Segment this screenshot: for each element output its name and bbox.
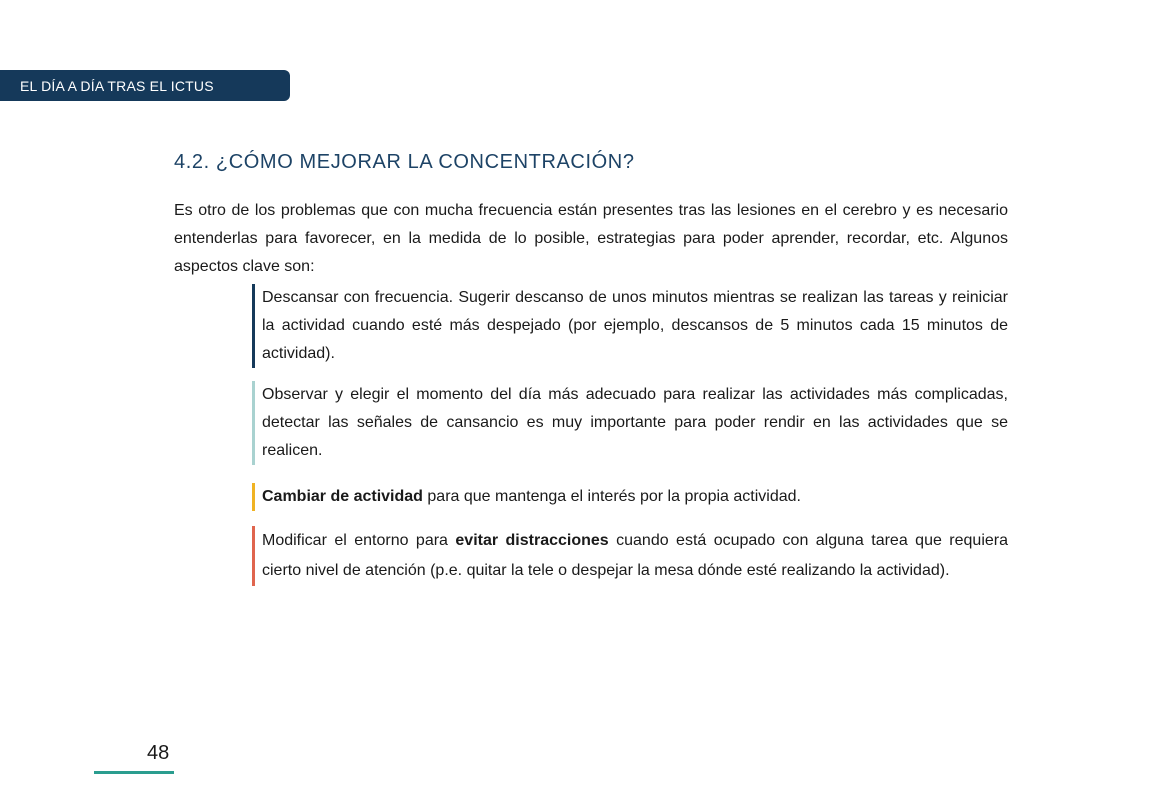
page-number: 48 — [147, 742, 170, 764]
key-point-rest-text: para que mantenga el interés por la propia actividad. — [422, 488, 801, 505]
key-point-text: Observar y elegir el momento del día más adecuado para realizar las actividades más complicadas, detectar las señales de cansancio es muy importante para poder rendir en las actividades que se realicen. — [262, 386, 1008, 459]
key-point-text — [262, 526, 1008, 586]
key-point-timing — [252, 381, 1008, 465]
key-point-after-text: cuando está ocupado con alguna tarea que requiera cierto nivel de atención (p.e. quitar la tele o despejar la mesa dónde esté realizando la actividad). — [262, 532, 1008, 579]
page-number-underline — [94, 771, 174, 774]
key-point-bold: Cambiar de actividad — [262, 488, 423, 505]
key-point-environment — [252, 526, 1008, 586]
key-point-text: Descansar con frecuencia. Sugerir descanso de unos minutos mientras se realizan las tareas y reiniciar la actividad cuando esté más despejado (por ejemplo, descansos de 5 minutos cada 15 minutos de actividad). — [262, 289, 1008, 362]
key-point-change-activity — [252, 483, 1008, 511]
key-point-text — [262, 483, 1008, 511]
key-point-bold: evitar distracciones — [455, 532, 609, 549]
section-header-bar — [0, 70, 290, 101]
page-title: 4.2. ¿CÓMO MEJORAR LA CONCENTRACIÓN? — [174, 151, 635, 173]
key-point-before-text: Modificar el entorno para — [262, 532, 456, 549]
intro-paragraph: Es otro de los problemas que con mucha frecuencia están presentes tras las lesiones en el cerebro y es necesario entenderlas para favorecer, en la medida de lo posible, estrategias para poder aprender, recordar, etc. Algunos aspectos clave son: — [174, 202, 1008, 275]
key-point-rest — [252, 284, 1008, 368]
section-header-label: EL DÍA A DÍA TRAS EL ICTUS — [20, 77, 214, 94]
